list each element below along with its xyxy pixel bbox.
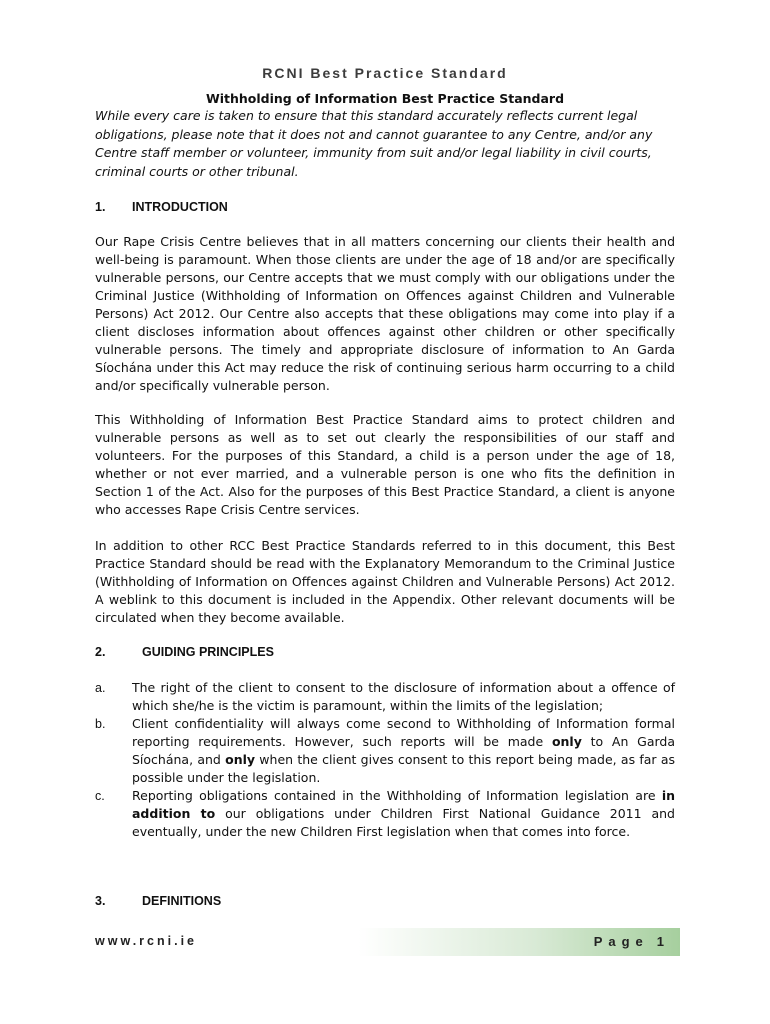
list-item bbox=[95, 787, 675, 841]
footer-page-label: Page bbox=[593, 934, 649, 949]
intro-paragraph-1: Our Rape Crisis Centre believes that in all matters concerning our clients their health and well-being is paramount. When those clients are under the age of 18 and/or are specifically vulnerable persons, our Centre accepts that we must comply with our obligations under the Criminal Justice (Withholding of Information on Offences against Children and Vulnerable Persons) Act 2012. Our Centre also accepts that these obligations may come into play if a client discloses information about offences against other children or other specifically vulnerable persons. The timely and appropriate disclosure of information to An Garda Síochána under this Act may reduce the risk of continuing serious harm occurring to a child and/or specifically vulnerable person. bbox=[95, 234, 675, 393]
footer-page-indicator bbox=[594, 934, 670, 949]
section-2-title: GUIDING PRINCIPLES bbox=[142, 645, 274, 659]
section-1-number: 1. bbox=[95, 200, 106, 214]
emphasis-only: only bbox=[225, 752, 256, 767]
section-3-number: 3. bbox=[95, 894, 106, 908]
footer-website: www.rcni.ie bbox=[95, 934, 198, 948]
footer-page-number: 1 bbox=[656, 934, 670, 949]
section-2-number: 2. bbox=[95, 645, 106, 659]
page-footer bbox=[95, 928, 680, 956]
list-item-text: Reporting obligations contained in the Withholding of Information legislation are bbox=[132, 788, 662, 803]
list-item bbox=[95, 715, 675, 787]
emphasis-in-addition-to: in addition to bbox=[132, 788, 675, 821]
intro-paragraph-3: In addition to other RCC Best Practice Standards referred to in this document, this Best Practice Standard should be read with the Explanatory Memorandum to the Criminal Justice (Withholding of Information on Offences against Children and Vulnerable Persons) Act 2012. A weblink to this document is included in the Appendix. Other relevant documents will be circulated when they become available. bbox=[95, 538, 675, 625]
section-1-title: INTRODUCTION bbox=[132, 200, 228, 214]
document-subtitle: Withholding of Information Best Practice Standard bbox=[205, 91, 565, 106]
intro-paragraph-2: This Withholding of Information Best Practice Standard aims to protect children and vulnerable persons as well as to set out clearly the responsibilities of our staff and volunteers. For the purposes of this Standard, a child is a person under the age of 18, whether or not ever married, and a vulnerable person is one who fits the definition in Section 1 of the Act. Also for the purposes of this Best Practice Standard, a client is anyone who accesses Rape Crisis Centre services. bbox=[95, 412, 675, 517]
section-3-title: DEFINITIONS bbox=[142, 894, 222, 908]
list-item-text: to An Garda Síochána, and bbox=[132, 734, 675, 767]
disclaimer-text: While every care is taken to ensure that this standard accurately reflects current legal obligations, please note that it does not and cannot guarantee to any Centre, and/or any Centre staff member or volunteer, immunity from suit and/or legal liability in civil courts, criminal courts or other tribunal. bbox=[95, 108, 653, 179]
list-marker: b. bbox=[95, 717, 106, 731]
guiding-principles-list bbox=[95, 679, 675, 841]
list-item bbox=[95, 679, 675, 715]
section-3-heading bbox=[95, 894, 221, 908]
section-1-heading bbox=[95, 200, 228, 214]
list-marker: a. bbox=[95, 681, 106, 695]
list-marker: c. bbox=[95, 789, 105, 803]
emphasis-only: only bbox=[551, 734, 582, 749]
list-item-text: Client confidentiality will always come second to Withholding of Information formal reporting requirements. However, such reports will be made bbox=[132, 716, 675, 749]
list-item-text: when the client gives consent to this report being made, as far as possible under the legislation. bbox=[132, 752, 675, 785]
list-item-text: The right of the client to consent to the disclosure of information about a offence of which she/he is the victim is paramount, within the limits of the legislation; bbox=[132, 680, 675, 713]
list-item-text: our obligations under Children First National Guidance 2011 and eventually, under the new Children First legislation when that comes into force. bbox=[132, 806, 675, 839]
section-2-heading bbox=[95, 645, 274, 659]
document-header-title: RCNI Best Practice Standard bbox=[262, 65, 508, 81]
